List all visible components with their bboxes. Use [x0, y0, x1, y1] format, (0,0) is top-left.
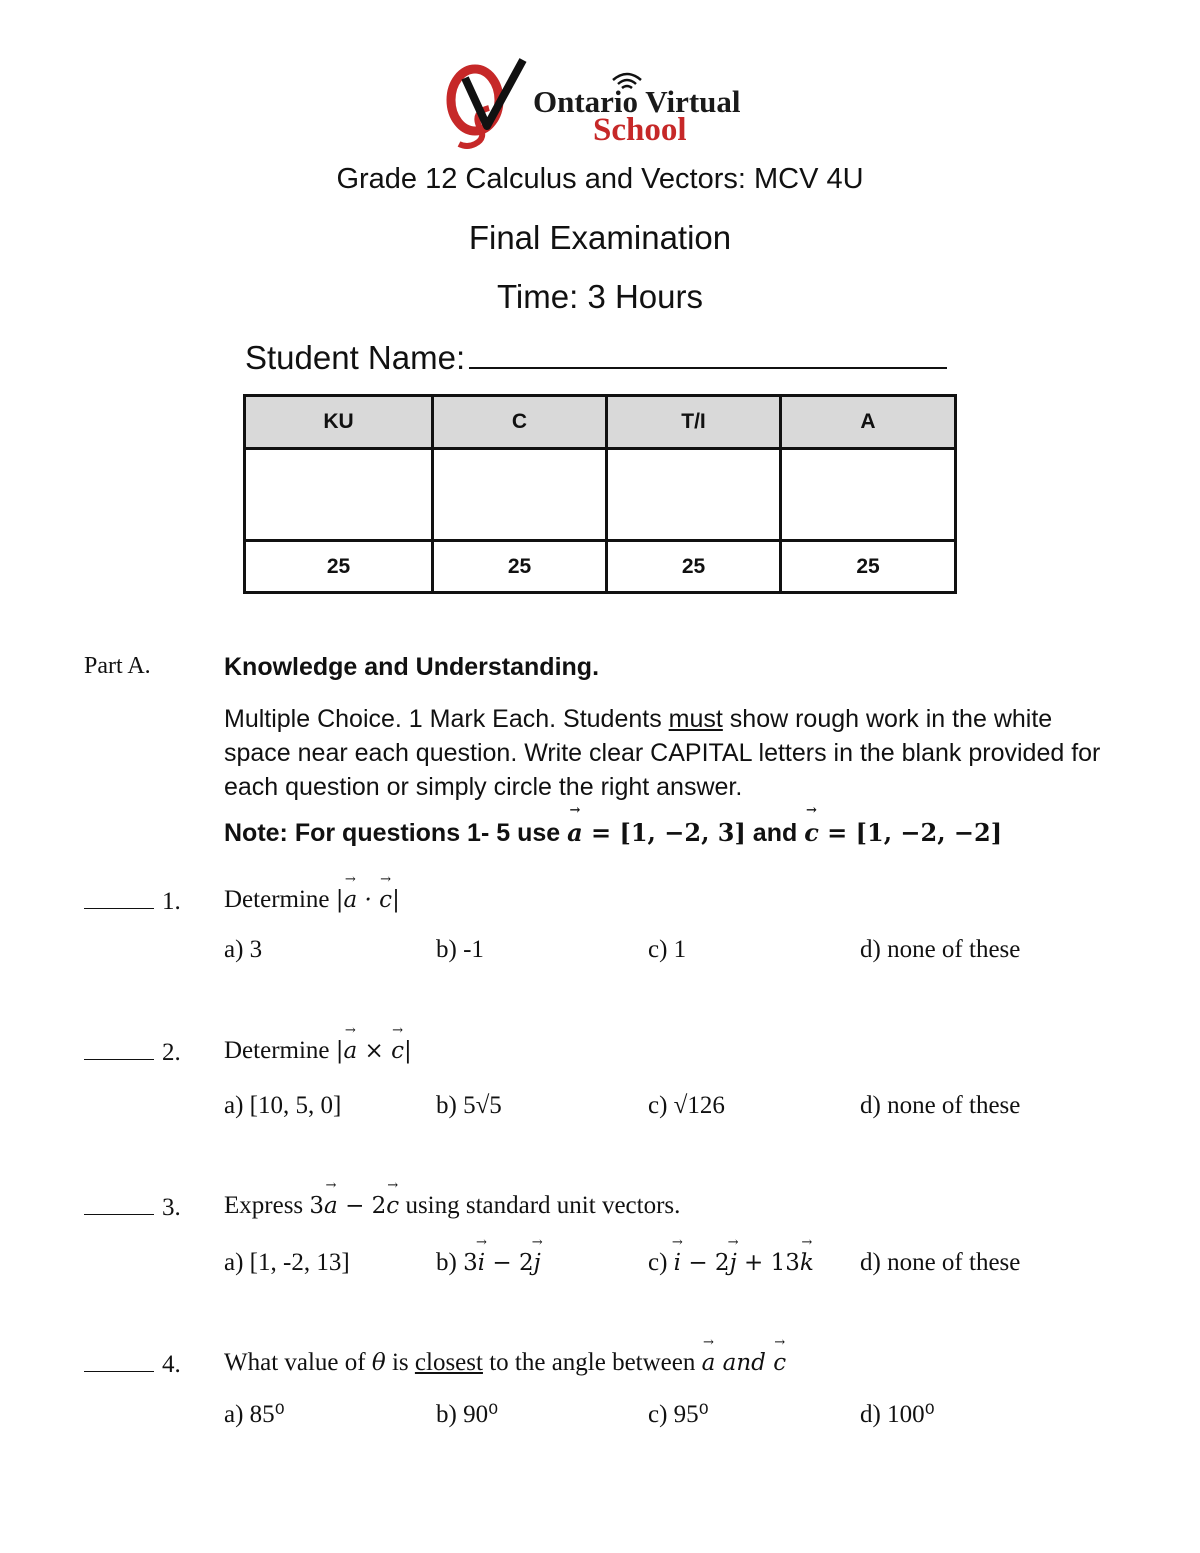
q4-stem-closest: closest [414, 1349, 483, 1376]
total-c: 25 [433, 541, 607, 593]
score-cell-c[interactable] [433, 449, 607, 541]
col-ti: T/I [607, 396, 781, 449]
logo-line-2: School [593, 112, 687, 148]
q3-option-b[interactable]: b) 3→ i − 2→ j [436, 1249, 541, 1277]
q4-stem-text-2: is [385, 1349, 415, 1376]
q3-number-row [84, 1192, 181, 1222]
q2-stem-text: Determine [224, 1037, 336, 1064]
instr-text-1: Multiple Choice. 1 Mark Each. Students [224, 705, 669, 733]
q1-number: 1. [162, 888, 181, 915]
instr-must: must [668, 705, 723, 733]
q4-option-d[interactable]: d) 100⁰ [860, 1401, 935, 1428]
note-vector-a: → a [567, 818, 583, 847]
total-a: 25 [781, 541, 956, 593]
note-vector-c: → c [804, 818, 819, 847]
q3-option-c[interactable]: c) → i − 2→ j + 13→ k [648, 1249, 814, 1277]
q3-stem-text-1: Express [224, 1192, 310, 1219]
q4-stem-text-1: What value of [224, 1349, 372, 1376]
q3-option-b-label: b) [436, 1249, 464, 1276]
note-prefix: Note: For questions 1- 5 use [224, 819, 568, 847]
q4-option-b[interactable]: b) 90⁰ [436, 1401, 499, 1428]
part-a-title: Knowledge and Understanding. [224, 653, 600, 681]
q2-option-a[interactable]: a) [10, 5, 0] [224, 1092, 342, 1119]
course-subtitle: Grade 12 Calculus and Vectors: MCV 4U [336, 163, 864, 195]
part-a-note [224, 818, 1002, 848]
q1-number-row [84, 886, 181, 916]
note-a-value: = [1, −2, 3] [582, 818, 746, 847]
score-cell-a[interactable] [781, 449, 956, 541]
q2-answer-blank[interactable] [84, 1037, 154, 1060]
col-c: C [433, 396, 607, 449]
student-name-blank[interactable] [469, 337, 947, 369]
instr-text-2: show rough work in the white space near each question. Write clear CAPITAL letters in the blank provided for each question or simply circle the right answer. [224, 705, 1101, 801]
q3-stem-text-2: using standard unit vectors. [399, 1192, 681, 1219]
q3-option-d[interactable]: d) none of these [860, 1249, 1021, 1276]
q1-option-b[interactable]: b) -1 [436, 936, 484, 963]
marks-score-row [245, 449, 956, 541]
part-a-instructions [224, 702, 1124, 804]
note-c-value: = [1, −2, −2] [818, 818, 1003, 847]
col-ku: KU [245, 396, 433, 449]
school-logo [445, 58, 775, 150]
total-ti: 25 [607, 541, 781, 593]
q4-stem-text-3: to the angle between [482, 1349, 702, 1376]
q1-option-d[interactable]: d) none of these [860, 936, 1021, 963]
exam-title: Final Examination [468, 219, 732, 256]
q2-number-row [84, 1037, 181, 1067]
q4-number: 4. [162, 1351, 181, 1378]
q2-option-b[interactable]: b) 5√5 [436, 1092, 502, 1119]
q1-stem: Determine |→ a · → c| [224, 886, 400, 914]
score-cell-ti[interactable] [607, 449, 781, 541]
student-name-row [245, 337, 947, 377]
score-cell-ku[interactable] [245, 449, 433, 541]
q4-option-c[interactable]: c) 95⁰ [648, 1401, 709, 1428]
note-and: and [745, 819, 805, 847]
exam-time: Time: 3 Hours [497, 278, 703, 315]
q1-option-a[interactable]: a) 3 [224, 936, 263, 963]
q2-option-c[interactable]: c) √126 [648, 1092, 725, 1119]
q1-option-c[interactable]: c) 1 [648, 936, 687, 963]
q1-stem-text: Determine [224, 886, 336, 913]
q2-stem: Determine |→ a × → c| [224, 1037, 412, 1065]
q2-option-d[interactable]: d) none of these [860, 1092, 1021, 1119]
q3-option-c-label: c) [648, 1249, 674, 1276]
q3-option-a[interactable]: a) [1, -2, 13] [224, 1249, 350, 1276]
q3-stem: Express 3→ a − 2→ c using standard unit vectors. [224, 1192, 680, 1220]
q3-answer-blank[interactable] [84, 1192, 154, 1215]
part-a-label: Part A. [84, 653, 151, 679]
logo-line-1: Ontario Virtual [533, 84, 741, 119]
q4-stem: What value of θ is closest to the angle between → a and → c [224, 1349, 786, 1377]
q4-number-row [84, 1349, 181, 1379]
q4-answer-blank[interactable] [84, 1349, 154, 1372]
q3-number: 3. [162, 1194, 181, 1221]
ovs-monogram-icon [445, 58, 535, 150]
marks-header-row [245, 396, 956, 449]
col-a: A [781, 396, 956, 449]
q2-number: 2. [162, 1039, 181, 1066]
marks-total-row [245, 541, 956, 593]
marks-table [243, 394, 957, 594]
student-name-label: Student Name: [245, 339, 466, 376]
q4-option-a[interactable]: a) 85⁰ [224, 1401, 285, 1428]
q1-answer-blank[interactable] [84, 886, 154, 909]
total-ku: 25 [245, 541, 433, 593]
